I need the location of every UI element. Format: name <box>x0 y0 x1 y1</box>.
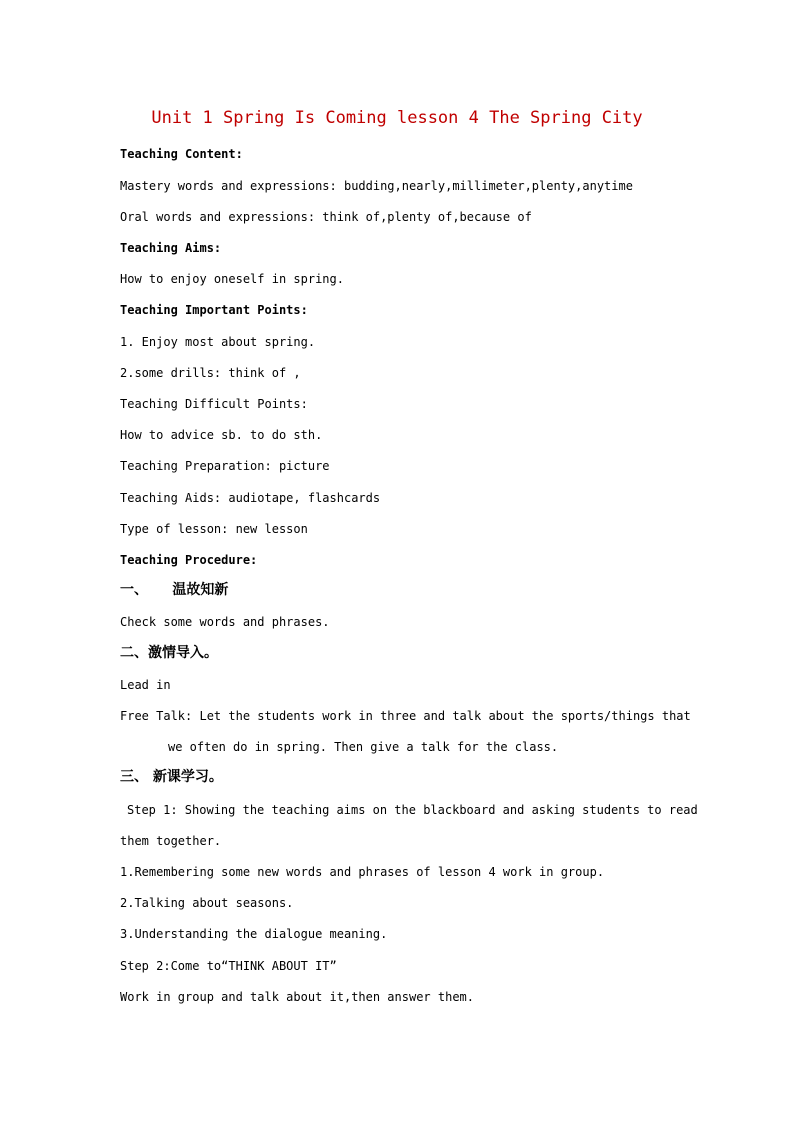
list-item-step-1-2: 2.Talking about seasons. <box>120 896 294 910</box>
paragraph-check-words: Check some words and phrases. <box>120 615 330 629</box>
list-item-point-2: 2.some drills: think of , <box>120 366 301 380</box>
paragraph-oral-words: Oral words and expressions: think of,plenty of,because of <box>120 210 532 224</box>
heading-procedure: Teaching Procedure: <box>120 553 258 567</box>
paragraph-step-2: Step 2:Come to“THINK ABOUT IT” <box>120 959 337 973</box>
document-title: Unit 1 Spring Is Coming lesson 4 The Spring City <box>151 108 643 128</box>
list-item-step-1-3: 3.Understanding the dialogue meaning. <box>120 927 388 941</box>
heading-difficult-points: Teaching Difficult Points: <box>120 397 308 411</box>
paragraph-lead-in: Lead in <box>120 678 171 692</box>
section-heading-3: 三、 新课学习。 <box>120 769 223 785</box>
paragraph-preparation: Teaching Preparation: picture <box>120 459 330 473</box>
heading-teaching-aims: Teaching Aims: <box>120 241 222 255</box>
paragraph-difficult-points: How to advice sb. to do sth. <box>120 428 323 442</box>
paragraph-free-talk: Free Talk: Let the students work in three and talk about the sports/things that <box>120 709 691 723</box>
heading-important-points: Teaching Important Points: <box>120 303 308 317</box>
list-item-point-1: 1. Enjoy most about spring. <box>120 335 316 349</box>
list-item-step-1-1: 1.Remembering some new words and phrases of lesson 4 work in group. <box>120 865 605 879</box>
section-heading-2: 二、激情导入。 <box>120 645 218 661</box>
paragraph-lesson-type: Type of lesson: new lesson <box>120 522 308 536</box>
paragraph-free-talk-continued: we often do in spring. Then give a talk for the class. <box>168 740 559 754</box>
paragraph-step-1-continued: them together. <box>120 834 222 848</box>
paragraph-mastery-words: Mastery words and expressions: budding,nearly,millimeter,plenty,anytime <box>120 179 633 193</box>
section-heading-1: 一、 温故知新 <box>120 582 229 598</box>
paragraph-group-work: Work in group and talk about it,then answer them. <box>120 990 475 1004</box>
paragraph-aids: Teaching Aids: audiotape, flashcards <box>120 491 381 505</box>
paragraph-step-1: Step 1: Showing the teaching aims on the blackboard and asking students to read <box>127 803 698 817</box>
paragraph-aims: How to enjoy oneself in spring. <box>120 272 344 286</box>
heading-teaching-content: Teaching Content: <box>120 147 243 161</box>
